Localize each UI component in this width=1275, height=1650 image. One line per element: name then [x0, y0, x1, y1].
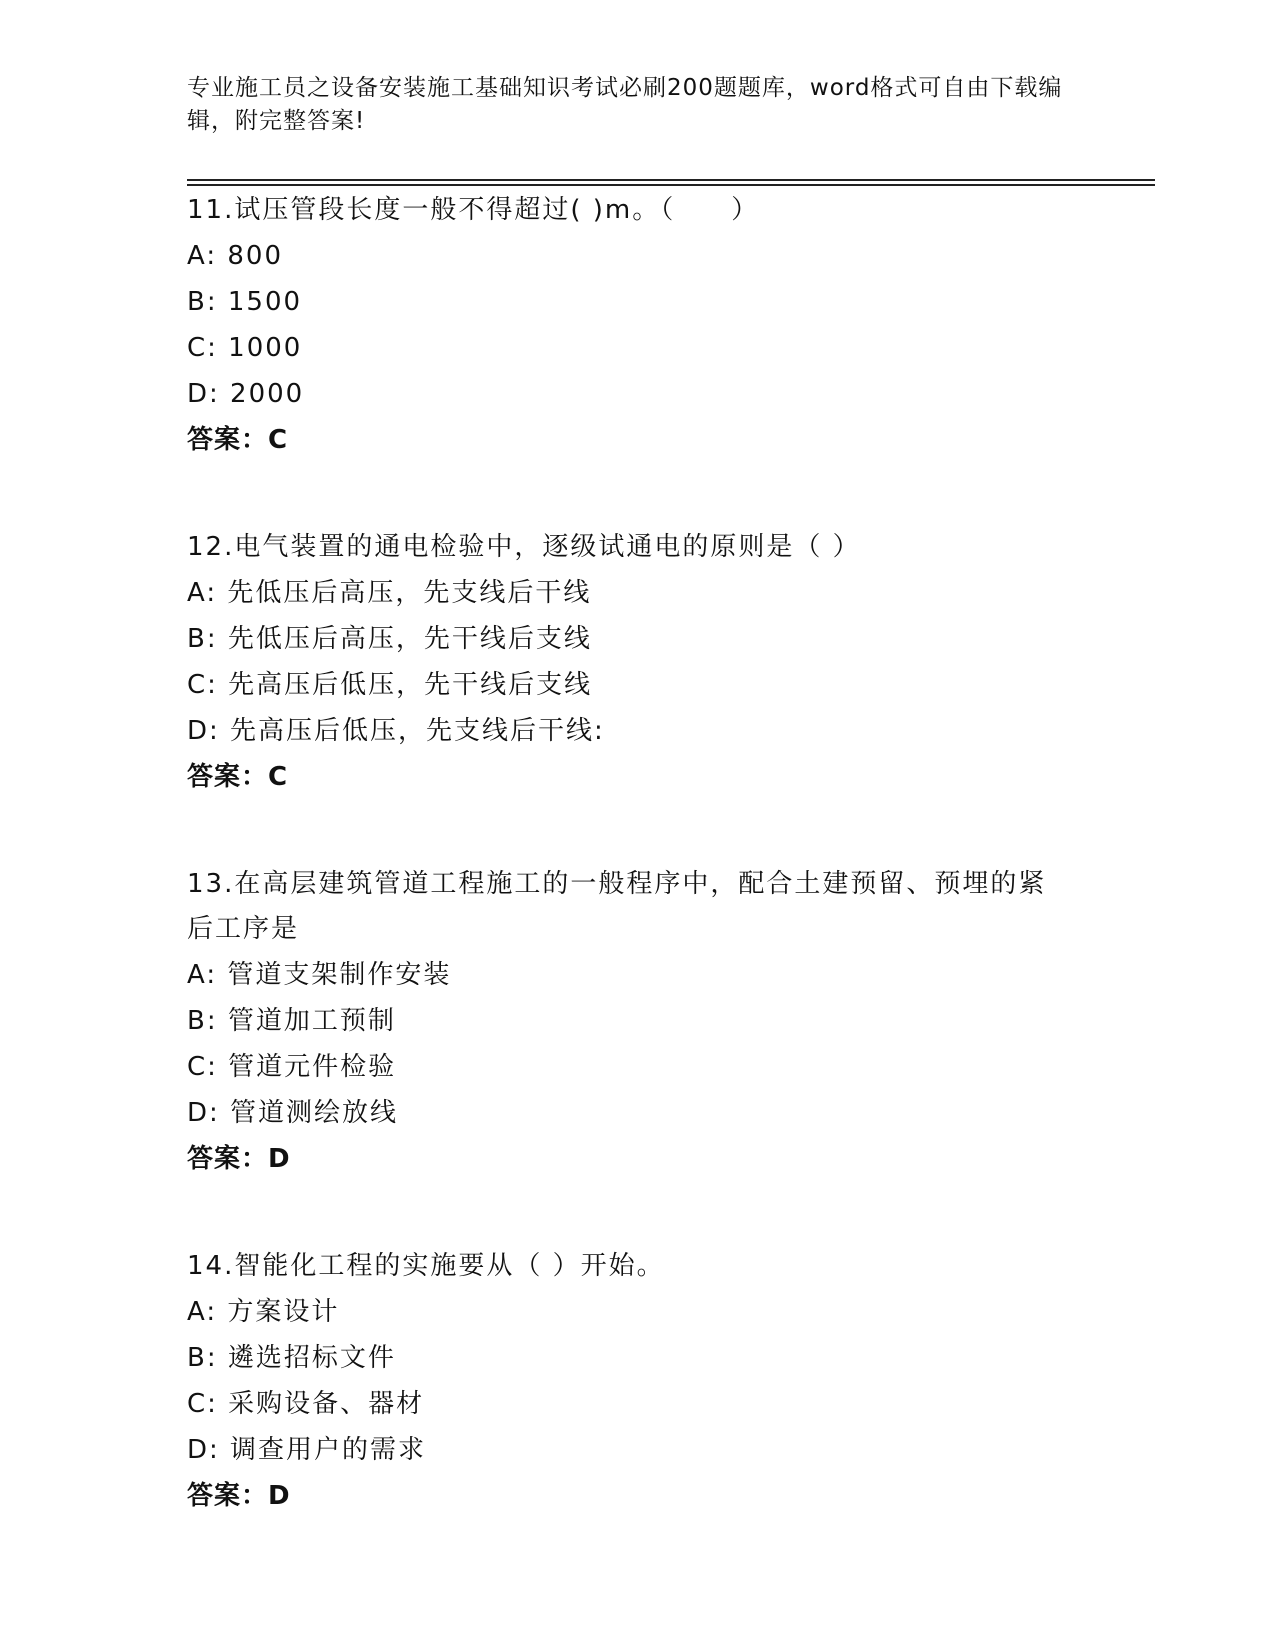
option-b: B: 先低压后高压，先干线后支线	[187, 624, 592, 654]
question-title: 14.智能化工程的实施要从（ ）开始。	[187, 1251, 665, 1281]
answer: 答案：C	[187, 762, 289, 792]
option-c: C: 先高压后低压，先干线后支线	[187, 670, 593, 700]
option-d: D: 先高压后低压，先支线后干线:	[187, 716, 605, 746]
answer: 答案：C	[187, 425, 289, 455]
option-d: D: 调查用户的需求	[187, 1435, 427, 1465]
spacer	[187, 463, 1087, 525]
header-divider-top	[187, 179, 1155, 181]
document-title: 专业施工员之设备安装施工基础知识考试必刷200题题库，word格式可自由下载编辑，附完整答案!	[187, 75, 1063, 134]
option-a: A: 800	[187, 241, 283, 271]
option-d: D: 2000	[187, 379, 305, 409]
spacer	[187, 1182, 1087, 1244]
question-title: 12.电气装置的通电检验中，逐级试通电的原则是（ ）	[187, 532, 861, 562]
question-14	[187, 1244, 1087, 1519]
option-b: B: 管道加工预制	[187, 1006, 396, 1036]
option-a: A: 方案设计	[187, 1297, 340, 1327]
option-d: D: 管道测绘放线	[187, 1098, 399, 1128]
question-12	[187, 525, 1087, 800]
option-c: C: 1000	[187, 333, 303, 363]
option-b: B: 遴选招标文件	[187, 1343, 396, 1373]
answer: 答案：D	[187, 1144, 291, 1174]
question-title-line-1: 13.在高层建筑管道工程施工的一般程序中，配合土建预留、预埋的紧	[187, 869, 1047, 899]
answer: 答案：D	[187, 1481, 291, 1511]
option-c: C: 管道元件检验	[187, 1052, 397, 1082]
option-a: A: 先低压后高压，先支线后干线	[187, 578, 592, 608]
question-list	[187, 188, 1087, 1519]
option-b: B: 1500	[187, 287, 303, 317]
question-11	[187, 188, 1087, 463]
question-title-line-2: 后工序是	[187, 914, 300, 944]
header-divider-bottom	[187, 184, 1155, 186]
question-title: 11.试压管段长度一般不得超过( )m。（ ）	[187, 195, 760, 225]
question-13	[187, 862, 1087, 1182]
option-a: A: 管道支架制作安装	[187, 960, 452, 990]
option-c: C: 采购设备、器材	[187, 1389, 425, 1419]
spacer	[187, 800, 1087, 862]
